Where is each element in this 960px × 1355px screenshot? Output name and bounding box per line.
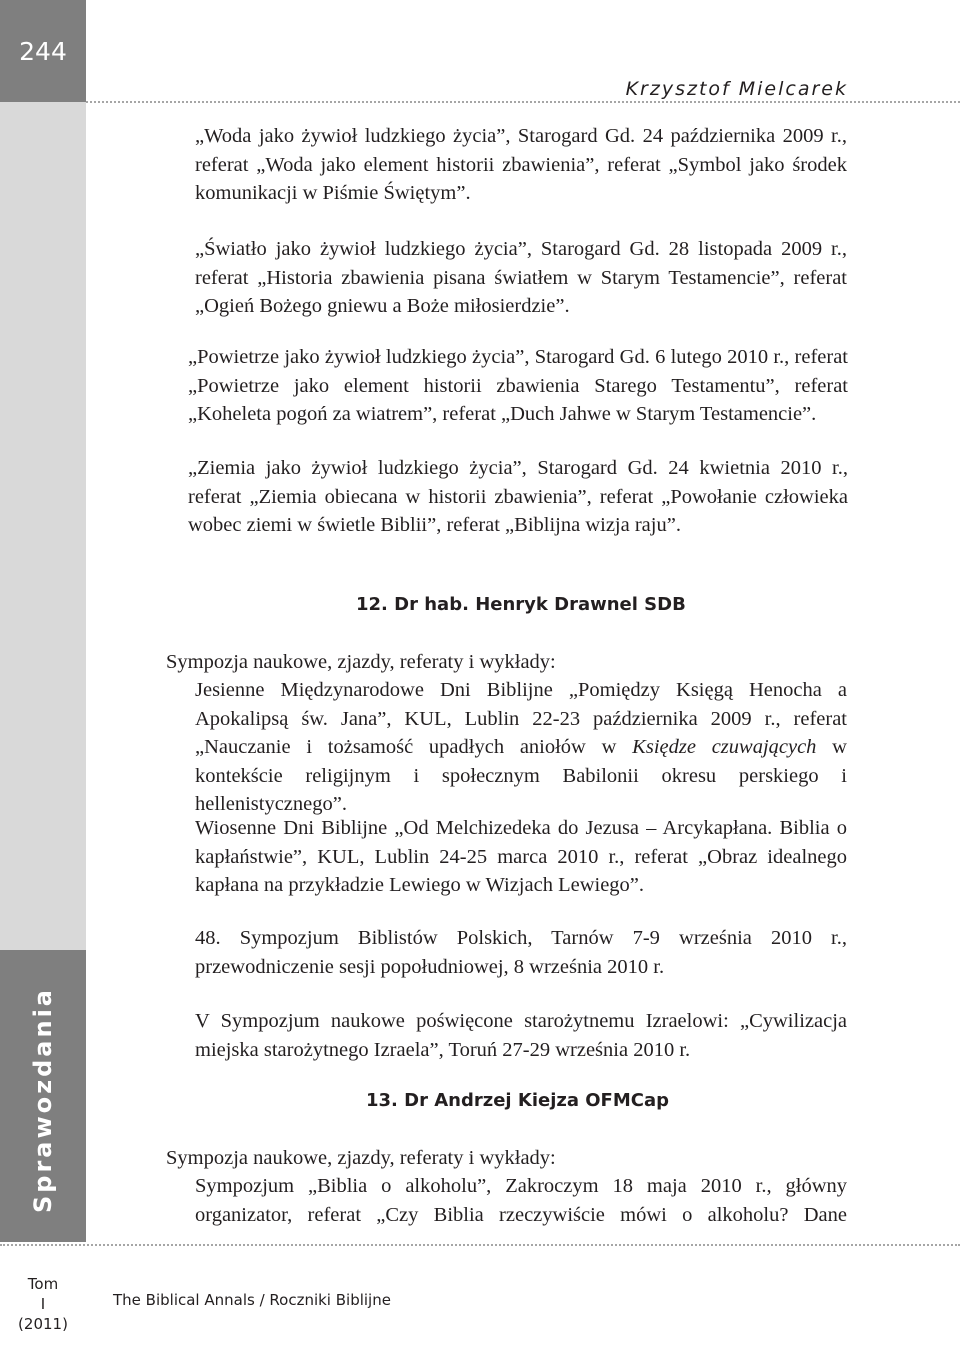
section-tab-label: Sprawozdania [29,986,57,1214]
footer-volume-label: Tom [27,1275,59,1293]
paragraph-jesienne-dni-part2: w kontekście religijnym i społecznym Babilonii okresu perskiego i hellenistycznego”. [195,736,847,815]
paragraph-woda: „Woda jako żywioł ludzkiego życia”, Starogard Gd. 24 października 2009 r., referat „Woda jako element historii zbawienia”, referat „Symbol jako środek komunikacji w Piśmie Świętym”. [195,125,847,204]
paragraph-jesienne-dni-italic: Księdze czuwających [632,736,817,758]
paragraph-ziemia: „Ziemia jako żywioł ludzkiego życia”, Starogard Gd. 24 kwietnia 2010 r., referat „Ziemia obiecana w historii zbawienia”, referat „Powołanie człowieka wobec ziemi w świetle Biblii”, referat „Biblijna wizja raju”. [188,457,848,536]
section-intro-12: Sympozja naukowe, zjazdy, referaty i wykłady: [166,651,556,673]
footer-volume-number: I [40,1295,46,1313]
running-header-author: Krzysztof Mielcarek [625,78,848,100]
paragraph-jesienne-dni-part1: Jesienne Międzynarodowe Dni Biblijne „Pomiędzy Księgą Henocha a Apokalipsą św. Jana”, KUL, Lublin 22-23 października 2009 r., referat „Nauczanie i tożsamość upadłych aniołów w [195,679,847,758]
page-number: 244 [0,0,86,102]
footer-divider [0,1244,960,1246]
section-heading-13: 13. Dr Andrzej Kiejza OFMCap [366,1090,670,1111]
footer-volume [0,1274,86,1334]
header-divider [86,101,960,103]
paragraph-sympozjum-48: 48. Sympozjum Biblistów Polskich, Tarnów 7-9 września 2010 r., przewodniczenie sesji popołudniowej, 8 września 2010 r. [195,927,847,978]
footer-journal-title: The Biblical Annals / Roczniki Biblijne [113,1291,391,1309]
section-intro-13: Sympozja naukowe, zjazdy, referaty i wykłady: [166,1147,556,1169]
section-heading-12: 12. Dr hab. Henryk Drawnel SDB [356,594,686,615]
footer-volume-year: (2011) [18,1315,68,1333]
paragraph-wiosenne-dni: Wiosenne Dni Biblijne „Od Melchizedeka do Jezusa – Arcykapłana. Biblia o kapłaństwie”, KUL, Lublin 24-25 marca 2010 r., referat „Obraz idealnego kapłana na przykładzie Lewiego w Wizjach Lewiego”. [195,817,847,896]
paragraph-jesienne-dni [195,676,847,819]
paragraph-powietrze: „Powietrze jako żywioł ludzkiego życia”, Starogard Gd. 6 lutego 2010 r., referat „Powietrze jako element historii zbawienia Starego Testamentu”, referat „Koheleta pogoń za wiatrem”, referat „Duch Jahwe w Starym Testamencie”. [188,346,848,425]
paragraph-biblia-o-alkoholu: Sympozjum „Biblia o alkoholu”, Zakroczym 18 maja 2010 r., główny organizator, referat „Czy Biblia rzeczywiście mówi o alkoholu? Dane [195,1175,847,1226]
paragraph-swiatlo: „Światło jako żywioł ludzkiego życia”, Starogard Gd. 28 listopada 2009 r., referat „Historia zbawienia pisana światłem w Starym Testamencie”, referat „Ogień Bożego gniewu a Boże miłosierdzie”. [195,238,847,317]
paragraph-v-sympozjum: V Sympozjum naukowe poświęcone starożytnemu Izraelowi: „Cywilizacja miejska starożytnego Izraela”, Toruń 27-29 września 2010 r. [195,1010,847,1061]
